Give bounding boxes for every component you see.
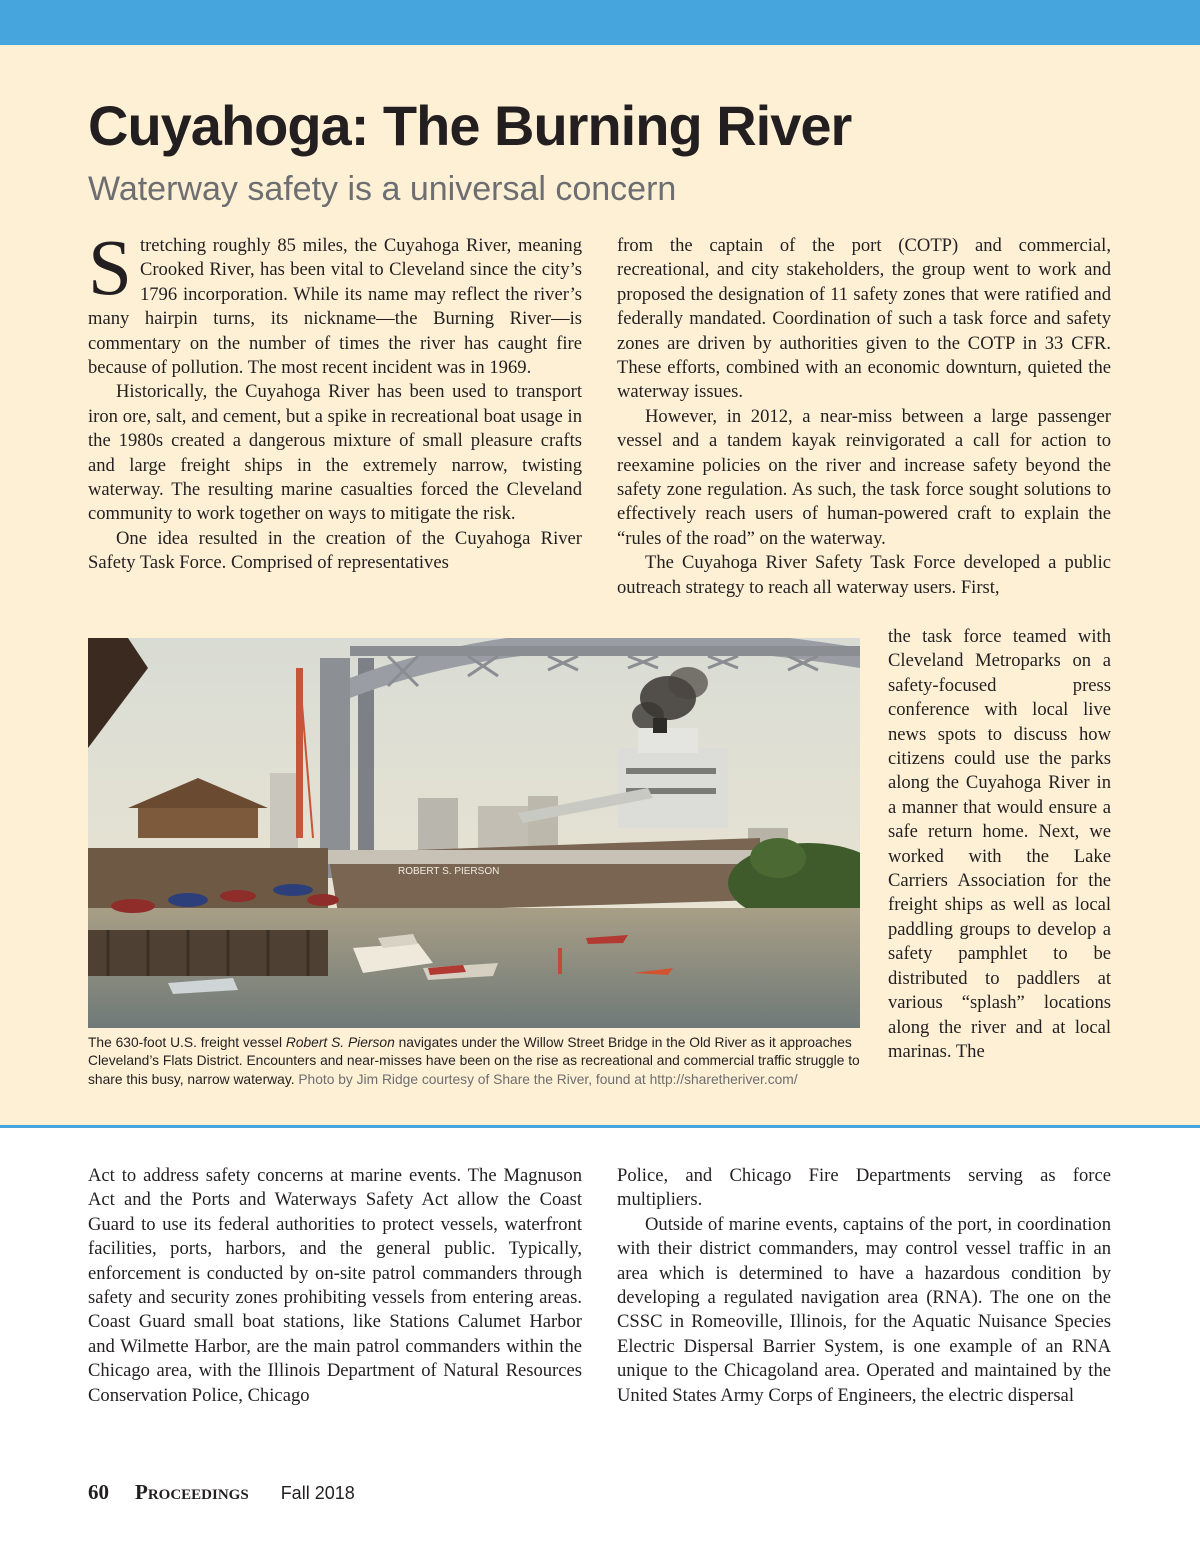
paragraph: The Cuyahoga River Safety Task Force developed a public outreach strategy to reach all waterway users. First,	[617, 552, 1111, 598]
issue-date: Fall 2018	[280, 1483, 355, 1503]
top-color-bar	[0, 0, 1200, 45]
paragraph: from the captain of the port (COTP) and commercial, recreational, and city stakeholders, the group went to work and proposed the designation of 11 safety zones that were ratified and federally mandated. Coordination of such a task force and safety zones are driven by authorities given to the COTP in 33 CFR. These efforts, combined with an economic downturn, quieted the waterway issues.	[617, 235, 1111, 403]
paragraph: the task force teamed with Cleveland Metroparks on a safety-focused press conference with local live news spots to discuss how citizens could use the parks along the Cuyahoga River in a manner that would ensure a safe return home. Next, we worked with the Lake Carriers Association for the freight ships as well as local paddling groups to develop a safety pamphlet to be distributed to paddlers at various “splash” locations along the river and at local marinas. The	[888, 626, 1111, 1062]
paragraph: Police, and Chicago Fire Departments serving as force multipliers.	[617, 1165, 1111, 1211]
page-footer	[88, 1480, 355, 1510]
main-column-right	[617, 1164, 1111, 1408]
publication-name: Proceedings	[135, 1480, 249, 1504]
drop-cap: S	[88, 225, 132, 312]
page-number: 60	[88, 1480, 109, 1504]
article-subtitle: Waterway safety is a universal concern	[88, 170, 677, 208]
main-column-left	[88, 1164, 582, 1408]
photo-caption: The 630-foot U.S. freight vessel Robert S. Pierson navigates under the Willow Street Bridge in the Old River as it approaches Cleveland’s Flats District. Encounters and near-misses have been on the rise as recreational and commercial traffic struggle to share this busy, narrow waterway. Photo by Jim Ridge courtesy of Share the River, found at http://sharetheriver.com/	[88, 1035, 860, 1087]
ship-name-text: ROBERT S. PIERSON	[398, 866, 500, 877]
sidebar-column-narrow	[888, 625, 1111, 1064]
river-photo-illustration	[88, 638, 860, 1028]
paragraph: Act to address safety concerns at marine events. The Magnuson Act and the Ports and Waterways Safety Act allow the Coast Guard to use its federal authorities to protect vessels, waterfront facilities, ports, harbors, and the general public. Typically, enforcement is conducted by on-site patrol commanders through safety and security zones prohibiting vessels from entering areas. Coast Guard small boat stations, like Stations Calumet Harbor and Wilmette Harbor, are the main patrol commanders within the Chicago area, with the Illinois Department of Natural Resources Conservation Police, Chicago	[88, 1165, 582, 1406]
paragraph: Historically, the Cuyahoga River has been used to transport iron ore, salt, and cement, but a spike in recreational boat usage in the 1980s created a dangerous mixture of small pleasure crafts and large freight ships in the extremely narrow, twisting waterway. The resulting marine casualties forced the Cleveland community to work together on ways to mitigate the risk.	[88, 381, 582, 525]
paragraph: However, in 2012, a near-miss between a large passenger vessel and a tandem kayak reinvigorated a call for action to reexamine policies on the river and increase safety beyond the safety zone regulation. As such, the task force sought solutions to effectively reach users of human-powered craft to explain the “rules of the road” on the waterway.	[617, 405, 1111, 549]
article-title: Cuyahoga: The Burning River	[88, 94, 852, 157]
sidebar-column-right	[617, 234, 1111, 600]
river-photo	[88, 638, 860, 1028]
paragraph: Outside of marine events, captains of the port, in coordination with their district commanders, may control vessel traffic in an area which is determined to have a hazardous condition by developing a regulated navigation area (RNA). The one on the CSSC in Romeoville, Illinois, for the Aquatic Nuisance Species Electric Dispersal Barrier System, is one example of an RNA unique to the Chicagoland area. Operated and maintained by the United States Army Corps of Engineers, the electric dispersal	[617, 1213, 1111, 1406]
sidebar-column-left	[88, 225, 582, 576]
caption-ship-name: Robert S. Pierson	[285, 1035, 395, 1050]
paragraph: Stretching roughly 85 miles, the Cuyahoga River, meaning Crooked River, has been vital to Cleveland since the city’s 1796 incorporation. While its name may reflect the river’s many hairpin turns, its nickname—the Burning River—is commentary on the number of times the river has caught fire because of pollution. The most recent incident was in 1969.	[88, 225, 582, 379]
paragraph: One idea resulted in the creation of the Cuyahoga River Safety Task Force. Comprised of representatives	[88, 527, 582, 574]
photo-credit: Photo by Jim Ridge courtesy of Share the River, found at http://sharetheriver.com/	[298, 1071, 798, 1087]
